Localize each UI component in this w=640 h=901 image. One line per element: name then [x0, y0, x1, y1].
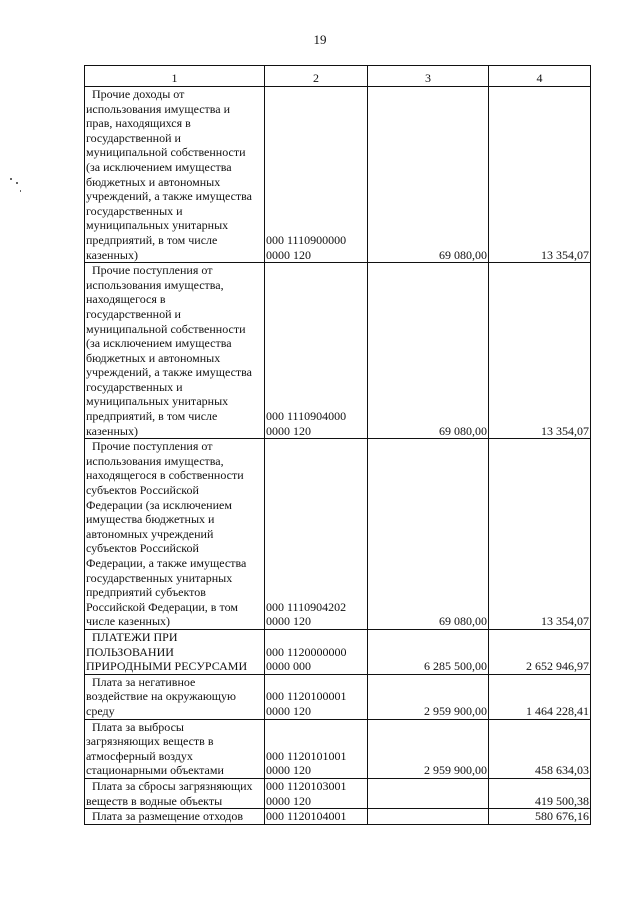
row-plan: 2 959 900,00 — [368, 674, 489, 719]
row-plan: 69 080,00 — [368, 439, 489, 630]
row-name: Плата за выбросы загрязняющих веществ в атмосферный воздух стационарными объектами — [85, 719, 265, 778]
column-header: 1 — [85, 66, 265, 87]
row-actual: 458 634,03 — [489, 719, 591, 778]
row-actual: 13 354,07 — [489, 87, 591, 263]
table-row — [85, 778, 591, 808]
table-row — [85, 809, 591, 825]
row-code: 000 1120100001 0000 120 — [265, 674, 368, 719]
row-code: 000 1120000000 0000 000 — [265, 629, 368, 674]
scan-speck — [20, 190, 21, 192]
table-row — [85, 629, 591, 674]
table-header-row — [85, 66, 591, 87]
scan-speck — [16, 182, 18, 184]
table-row — [85, 719, 591, 778]
row-code: 000 1110900000 0000 120 — [265, 87, 368, 263]
row-actual: 580 676,16 — [489, 809, 591, 825]
table-row — [85, 87, 591, 263]
row-actual: 13 354,07 — [489, 263, 591, 439]
row-plan: 69 080,00 — [368, 263, 489, 439]
row-code: 000 1110904000 0000 120 — [265, 263, 368, 439]
row-plan: 2 959 900,00 — [368, 719, 489, 778]
row-plan — [368, 809, 489, 825]
row-name: ПЛАТЕЖИ ПРИ ПОЛЬЗОВАНИИ ПРИРОДНЫМИ РЕСУРСАМИ — [85, 629, 265, 674]
scan-speck — [10, 178, 12, 180]
row-code: 000 1120103001 0000 120 — [265, 778, 368, 808]
row-name: Прочие доходы от использования имущества и прав, находящихся в государственной и муниципальной собственности (за исключением имущества бюджетных и автономных учреждений, а также имущества государственных и муниципальных унитарных предприятий, в том числе казенных) — [85, 87, 265, 263]
row-actual: 419 500,38 — [489, 778, 591, 808]
column-header: 4 — [489, 66, 591, 87]
row-code: 000 1120101001 0000 120 — [265, 719, 368, 778]
row-name: Прочие поступления от использования имущества, находящегося в собственности субъектов Российской Федерации (за исключением имущества бюджетных и автономных учреждений субъектов Российской Федерации, а также имущества государственных унитарных предприятий субъектов Российской Федерации, в том числе казенных) — [85, 439, 265, 630]
row-name: Плата за размещение отходов — [85, 809, 265, 825]
table-row — [85, 439, 591, 630]
row-plan: 69 080,00 — [368, 87, 489, 263]
row-code: 000 1110904202 0000 120 — [265, 439, 368, 630]
row-actual: 2 652 946,97 — [489, 629, 591, 674]
row-plan — [368, 778, 489, 808]
row-actual: 1 464 228,41 — [489, 674, 591, 719]
column-header: 2 — [265, 66, 368, 87]
row-actual: 13 354,07 — [489, 439, 591, 630]
row-name: Плата за сбросы загрязняющих веществ в водные объекты — [85, 778, 265, 808]
table-row — [85, 674, 591, 719]
row-name: Прочие поступления от использования имущества, находящегося в государственной и муниципальной собственности (за исключением имущества бюджетных и автономных учреждений, а также имущества государственных и муниципальных унитарных предприятий, в том числе казенных) — [85, 263, 265, 439]
revenue-table — [84, 65, 591, 825]
page-number: 19 — [313, 32, 327, 47]
column-header: 3 — [368, 66, 489, 87]
row-name: Плата за негативное воздействие на окружающую среду — [85, 674, 265, 719]
table-row — [85, 263, 591, 439]
row-plan: 6 285 500,00 — [368, 629, 489, 674]
row-code: 000 1120104001 — [265, 809, 368, 825]
